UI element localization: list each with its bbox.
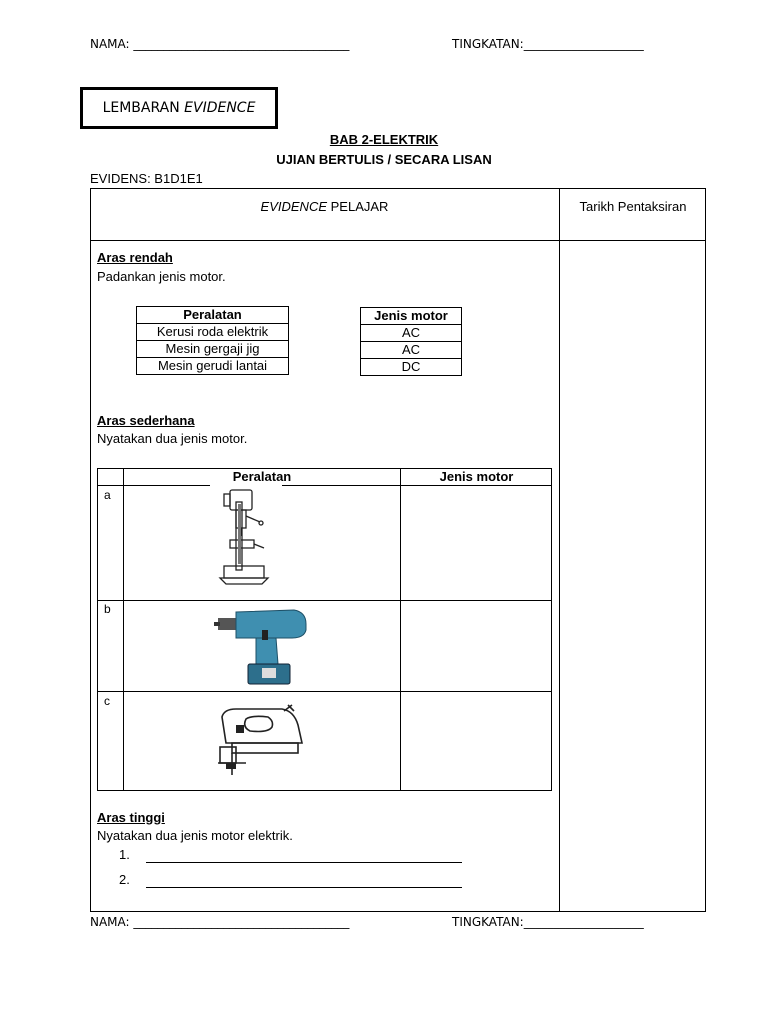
aras-tinggi-instruction: Nyatakan dua jenis motor elektrik. [97, 828, 293, 843]
tools-col-2-divider [400, 468, 401, 791]
tools-col-1-divider [123, 468, 124, 791]
list-item: DC [361, 359, 462, 376]
jenis-motor-match-table [360, 307, 462, 376]
footer-tingkatan: TINGKATAN:____________________ [452, 915, 644, 929]
title-box: LEMBARAN EVIDENCE [80, 87, 278, 129]
drill-press-icon [210, 484, 282, 588]
aras-rendah-title: Aras rendah [97, 250, 173, 265]
cordless-drill-icon [212, 604, 312, 690]
list-item: Mesin gerudi lantai [137, 358, 289, 375]
footer-nama: NAMA: ____________________________________ [90, 915, 350, 929]
aras-rendah-instruction: Padankan jenis motor. [97, 269, 226, 284]
jenis-motor-header: Jenis motor [361, 308, 462, 325]
aras-sederhana-title: Aras sederhana [97, 413, 195, 428]
row-label-c: c [104, 694, 110, 708]
evidence-pelajar-header: EVIDENCE PELAJAR [260, 199, 389, 214]
row-label-b: b [104, 602, 111, 616]
tools-row-divider-2 [97, 691, 552, 692]
list-item: Kerusi roda elektrik [137, 324, 289, 341]
column-divider [559, 188, 560, 912]
tools-jenis-header: Jenis motor [439, 469, 514, 484]
jigsaw-icon [212, 703, 308, 781]
answer-line-2[interactable] [146, 873, 462, 888]
list-item: AC [361, 342, 462, 359]
header-row-divider [90, 240, 706, 241]
tools-table [97, 468, 552, 791]
aras-sederhana-instruction: Nyatakan dua jenis motor. [97, 431, 248, 446]
tools-peralatan-header: Peralatan [232, 469, 292, 484]
list-item: Mesin gergaji jig [137, 341, 289, 358]
tools-header-divider [97, 485, 552, 486]
peralatan-header: Peralatan [137, 307, 289, 324]
header-tingkatan: TINGKATAN:____________________ [452, 37, 644, 51]
evidens-code: EVIDENS: B1D1E1 [90, 171, 203, 186]
answer-number-1: 1. [119, 847, 130, 862]
header-nama: NAMA: ____________________________________ [90, 37, 350, 51]
tarikh-header: Tarikh Pentaksiran [579, 199, 687, 214]
bab-heading: BAB 2-ELEKTRIK [329, 132, 439, 147]
list-item: AC [361, 325, 462, 342]
tools-row-divider-1 [97, 600, 552, 601]
subtitle-heading: UJIAN BERTULIS / SECARA LISAN [276, 152, 492, 167]
answer-number-2: 2. [119, 872, 130, 887]
answer-line-1[interactable] [146, 848, 462, 863]
peralatan-match-table [136, 306, 289, 375]
aras-tinggi-title: Aras tinggi [97, 810, 165, 825]
row-label-a: a [104, 488, 111, 502]
